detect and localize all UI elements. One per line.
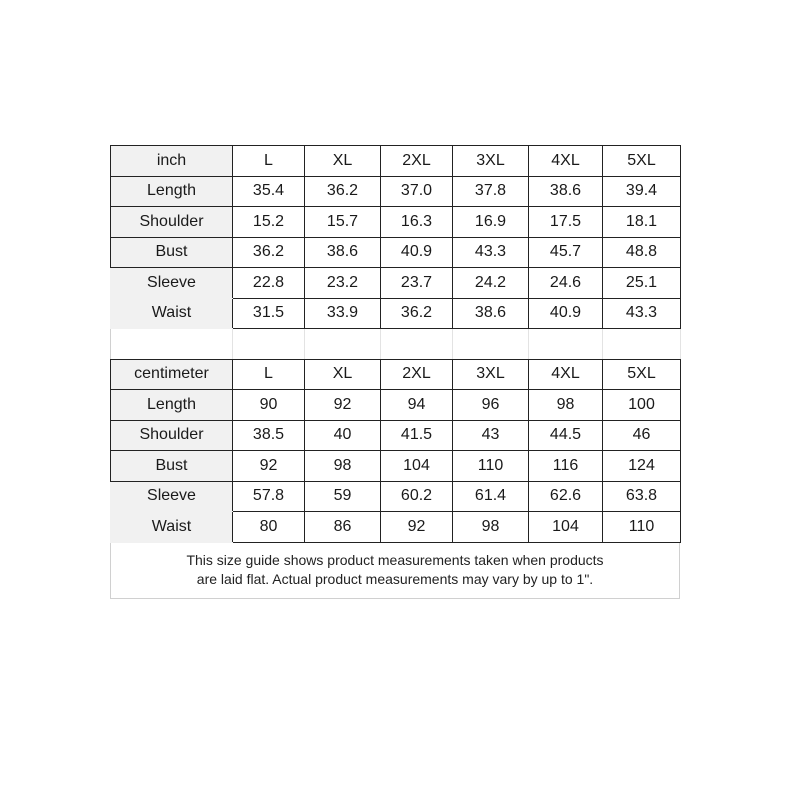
cm-measurement-cell: 38.5: [233, 420, 305, 451]
cm-measurement-cell: 41.5: [381, 420, 453, 451]
cm-size-header: 2XL: [381, 359, 453, 390]
cm-measurement-cell: 86: [305, 512, 381, 543]
cm-measurement-cell: 40: [305, 420, 381, 451]
inch-size-header: 4XL: [529, 146, 603, 177]
inch-measurement-cell: 36.2: [305, 176, 381, 207]
spacer-cell: [381, 329, 453, 360]
cm-measurement-cell: 57.8: [233, 481, 305, 512]
inch-row-label: Waist: [111, 298, 233, 329]
measurement-note: [110, 543, 680, 599]
cm-row-length: [111, 390, 681, 421]
inch-measurement-cell: 24.6: [529, 268, 603, 299]
cm-measurement-cell: 98: [305, 451, 381, 482]
inch-measurement-cell: 24.2: [453, 268, 529, 299]
spacer-cell: [111, 329, 233, 360]
cm-measurement-cell: 44.5: [529, 420, 603, 451]
inch-row-bust: [111, 237, 681, 268]
cm-size-header: 3XL: [453, 359, 529, 390]
inch-measurement-cell: 18.1: [603, 207, 681, 238]
inch-measurement-cell: 38.6: [453, 298, 529, 329]
inch-measurement-cell: 31.5: [233, 298, 305, 329]
measurement-note-line-2: are laid flat. Actual product measurements may vary by up to 1".: [196, 571, 594, 587]
cm-measurement-cell: 63.8: [603, 481, 681, 512]
size-chart-table: [110, 145, 681, 543]
cm-measurement-cell: 80: [233, 512, 305, 543]
cm-row-label: Waist: [111, 512, 233, 543]
inch-measurement-cell: 15.7: [305, 207, 381, 238]
size-chart-body: [111, 146, 681, 543]
cm-size-header: 5XL: [603, 359, 681, 390]
inch-measurement-cell: 43.3: [603, 298, 681, 329]
cm-measurement-cell: 92: [233, 451, 305, 482]
inch-measurement-cell: 40.9: [529, 298, 603, 329]
inch-row-sleeve: [111, 268, 681, 299]
inch-row-shoulder: [111, 207, 681, 238]
cm-measurement-cell: 60.2: [381, 481, 453, 512]
cm-size-header: L: [233, 359, 305, 390]
cm-measurement-cell: 46: [603, 420, 681, 451]
inch-header-row: [111, 146, 681, 177]
spacer-cell: [233, 329, 305, 360]
cm-row-label: Length: [111, 390, 233, 421]
inch-measurement-cell: 16.3: [381, 207, 453, 238]
inch-measurement-cell: 23.2: [305, 268, 381, 299]
cm-unit-label: centimeter: [111, 359, 233, 390]
inch-measurement-cell: 45.7: [529, 237, 603, 268]
cm-measurement-cell: 96: [453, 390, 529, 421]
cm-row-label: Sleeve: [111, 481, 233, 512]
cm-measurement-cell: 90: [233, 390, 305, 421]
inch-size-header: 2XL: [381, 146, 453, 177]
size-guide: [110, 145, 680, 599]
inch-measurement-cell: 37.8: [453, 176, 529, 207]
cm-measurement-cell: 124: [603, 451, 681, 482]
inch-measurement-cell: 39.4: [603, 176, 681, 207]
cm-measurement-cell: 104: [381, 451, 453, 482]
cm-row-label: Bust: [111, 451, 233, 482]
cm-measurement-cell: 100: [603, 390, 681, 421]
inch-row-waist: [111, 298, 681, 329]
inch-row-label: Shoulder: [111, 207, 233, 238]
inch-unit-label: inch: [111, 146, 233, 177]
inch-measurement-cell: 35.4: [233, 176, 305, 207]
inch-measurement-cell: 15.2: [233, 207, 305, 238]
inch-measurement-cell: 17.5: [529, 207, 603, 238]
inch-measurement-cell: 38.6: [305, 237, 381, 268]
cm-size-header: XL: [305, 359, 381, 390]
spacer-cell: [453, 329, 529, 360]
spacer-cell: [305, 329, 381, 360]
inch-measurement-cell: 38.6: [529, 176, 603, 207]
spacer-cell: [603, 329, 681, 360]
inch-measurement-cell: 36.2: [381, 298, 453, 329]
inch-row-label: Length: [111, 176, 233, 207]
cm-measurement-cell: 59: [305, 481, 381, 512]
cm-size-header: 4XL: [529, 359, 603, 390]
inch-measurement-cell: 33.9: [305, 298, 381, 329]
cm-row-shoulder: [111, 420, 681, 451]
cm-measurement-cell: 98: [453, 512, 529, 543]
measurement-note-line-1: This size guide shows product measurements taken when products: [186, 552, 604, 568]
spacer-cell: [529, 329, 603, 360]
inch-row-length: [111, 176, 681, 207]
inch-row-label: Sleeve: [111, 268, 233, 299]
cm-measurement-cell: 43: [453, 420, 529, 451]
cm-measurement-cell: 92: [305, 390, 381, 421]
inch-size-header: L: [233, 146, 305, 177]
cm-measurement-cell: 104: [529, 512, 603, 543]
cm-header-row: [111, 359, 681, 390]
cm-measurement-cell: 110: [453, 451, 529, 482]
inch-row-label: Bust: [111, 237, 233, 268]
inch-size-header: 3XL: [453, 146, 529, 177]
inch-measurement-cell: 22.8: [233, 268, 305, 299]
cm-measurement-cell: 98: [529, 390, 603, 421]
inch-measurement-cell: 16.9: [453, 207, 529, 238]
inch-measurement-cell: 37.0: [381, 176, 453, 207]
cm-measurement-cell: 92: [381, 512, 453, 543]
inch-measurement-cell: 40.9: [381, 237, 453, 268]
cm-measurement-cell: 61.4: [453, 481, 529, 512]
cm-measurement-cell: 110: [603, 512, 681, 543]
cm-row-waist: [111, 512, 681, 543]
table-spacer-row: [111, 329, 681, 360]
inch-measurement-cell: 43.3: [453, 237, 529, 268]
cm-measurement-cell: 94: [381, 390, 453, 421]
cm-row-label: Shoulder: [111, 420, 233, 451]
inch-size-header: 5XL: [603, 146, 681, 177]
inch-measurement-cell: 23.7: [381, 268, 453, 299]
cm-measurement-cell: 116: [529, 451, 603, 482]
inch-size-header: XL: [305, 146, 381, 177]
cm-row-bust: [111, 451, 681, 482]
cm-row-sleeve: [111, 481, 681, 512]
inch-measurement-cell: 25.1: [603, 268, 681, 299]
cm-measurement-cell: 62.6: [529, 481, 603, 512]
inch-measurement-cell: 36.2: [233, 237, 305, 268]
inch-measurement-cell: 48.8: [603, 237, 681, 268]
